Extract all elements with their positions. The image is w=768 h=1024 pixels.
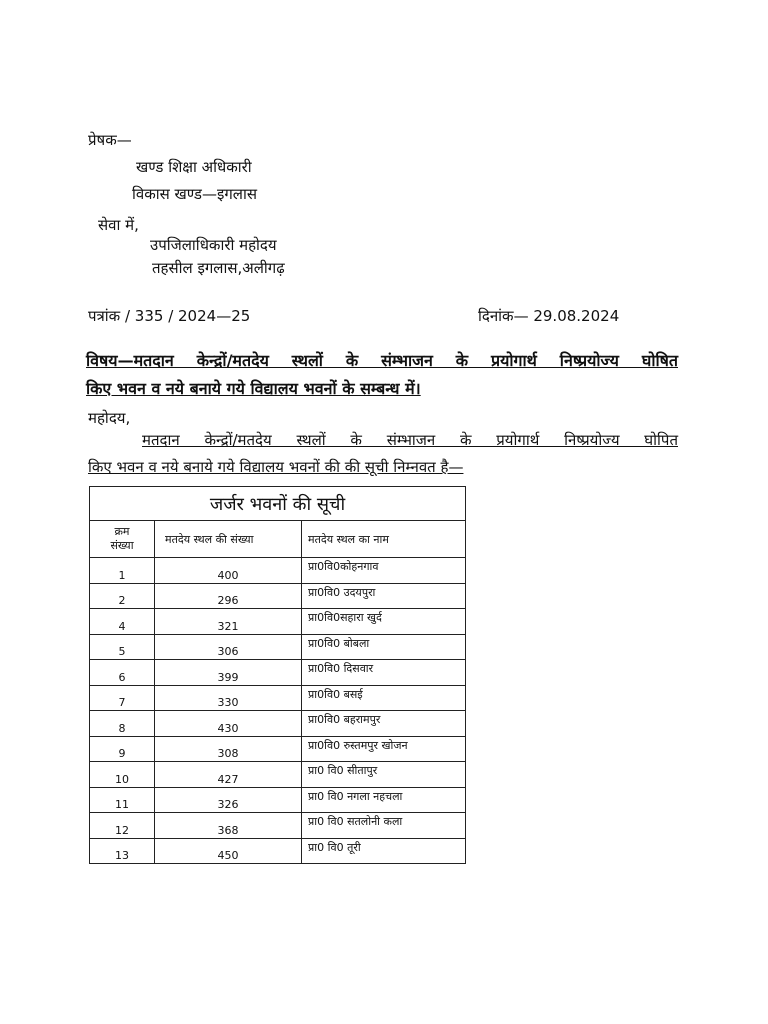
table-row <box>90 660 466 686</box>
table-row <box>90 838 466 864</box>
booth-name-cell: प्रा0वि0 उदयपुरा <box>302 583 466 609</box>
serial-number-cell: 5 <box>90 634 155 660</box>
booth-count-cell: 330 <box>155 685 302 711</box>
serial-number-cell: 11 <box>90 787 155 813</box>
serial-number-cell: 10 <box>90 762 155 788</box>
table-row <box>90 813 466 839</box>
table-body <box>90 558 466 864</box>
table-row <box>90 634 466 660</box>
sender-office: विकास खण्ड—इगलास <box>132 185 257 203</box>
body-line-2: किए भवन व नये बनाये गये विद्यालय भवनों की की सूची निम्नवत है— <box>88 458 464 476</box>
salutation: महोदय, <box>88 409 131 427</box>
recipient-label: सेवा में, <box>98 216 139 234</box>
letter-date: दिनांक— 29.08.2024 <box>478 307 620 325</box>
body-line-1: मतदान केन्द्रों/मतदेय स्थलों के संम्भाजन के प्रयोगार्थ निष्प्रयोज्य घोपित <box>142 431 678 449</box>
table-row <box>90 583 466 609</box>
header-booth-count: मतदेय स्थल की संख्या <box>155 521 302 558</box>
serial-number-cell: 4 <box>90 609 155 635</box>
letter-number: पत्रांक / 335 / 2024—25 <box>88 307 251 325</box>
recipient-designation: उपजिलाधिकारी महोदय <box>150 236 277 254</box>
table-row <box>90 736 466 762</box>
booth-name-cell: प्रा0वि0कोहनगाव <box>302 558 466 584</box>
booth-count-cell: 306 <box>155 634 302 660</box>
booth-name-cell: प्रा0 वि0 सतलोनी कला <box>302 813 466 839</box>
header-serial-line2: संख्या <box>110 539 134 552</box>
booth-count-cell: 427 <box>155 762 302 788</box>
booth-name-cell: प्रा0 वि0 नगला नहचला <box>302 787 466 813</box>
sender-designation: खण्ड शिक्षा अधिकारी <box>136 158 252 176</box>
serial-number-cell: 2 <box>90 583 155 609</box>
booth-count-cell: 399 <box>155 660 302 686</box>
booth-name-cell: प्रा0 वि0 तूरी <box>302 838 466 864</box>
table-row <box>90 685 466 711</box>
header-serial-line1: क्रम <box>114 525 130 538</box>
booth-name-cell: प्रा0वि0 बहरामपुर <box>302 711 466 737</box>
table-caption: जर्जर भवनों की सूची <box>90 487 466 521</box>
table-row <box>90 558 466 584</box>
recipient-office: तहसील इगलास,अलीगढ़ <box>152 259 285 277</box>
booth-count-cell: 308 <box>155 736 302 762</box>
booth-name-cell: प्रा0वि0 बसई <box>302 685 466 711</box>
booth-name-cell: प्रा0 वि0 सीतापुर <box>302 762 466 788</box>
booth-count-cell: 321 <box>155 609 302 635</box>
booth-count-cell: 368 <box>155 813 302 839</box>
table-row <box>90 711 466 737</box>
sender-label: प्रेषक— <box>88 131 132 149</box>
serial-number-cell: 6 <box>90 660 155 686</box>
booth-count-cell: 400 <box>155 558 302 584</box>
serial-number-cell: 7 <box>90 685 155 711</box>
dilapidated-buildings-table <box>89 486 466 864</box>
booth-count-cell: 326 <box>155 787 302 813</box>
serial-number-cell: 1 <box>90 558 155 584</box>
serial-number-cell: 12 <box>90 813 155 839</box>
table-row <box>90 762 466 788</box>
header-serial-number <box>90 521 155 558</box>
booth-count-cell: 430 <box>155 711 302 737</box>
table-row <box>90 609 466 635</box>
serial-number-cell: 8 <box>90 711 155 737</box>
booth-name-cell: प्रा0वि0 बोबला <box>302 634 466 660</box>
booth-name-cell: प्रा0वि0 दिसवार <box>302 660 466 686</box>
booth-name-cell: प्रा0वि0 रुस्तमपुर खोजन <box>302 736 466 762</box>
serial-number-cell: 13 <box>90 838 155 864</box>
subject-line-1: विषय—मतदान केन्द्रों/मतदेय स्थलों के संम्भाजन के प्रयोगार्थ निष्प्रयोज्य घोषित <box>86 351 678 370</box>
table-row <box>90 787 466 813</box>
booth-count-cell: 450 <box>155 838 302 864</box>
serial-number-cell: 9 <box>90 736 155 762</box>
subject-line-2: किए भवन व नये बनाये गये विद्यालय भवनों के सम्बन्ध में। <box>86 379 421 398</box>
header-booth-name: मतदेय स्थल का नाम <box>302 521 466 558</box>
booth-count-cell: 296 <box>155 583 302 609</box>
booth-name-cell: प्रा0वि0सहारा खुर्द <box>302 609 466 635</box>
